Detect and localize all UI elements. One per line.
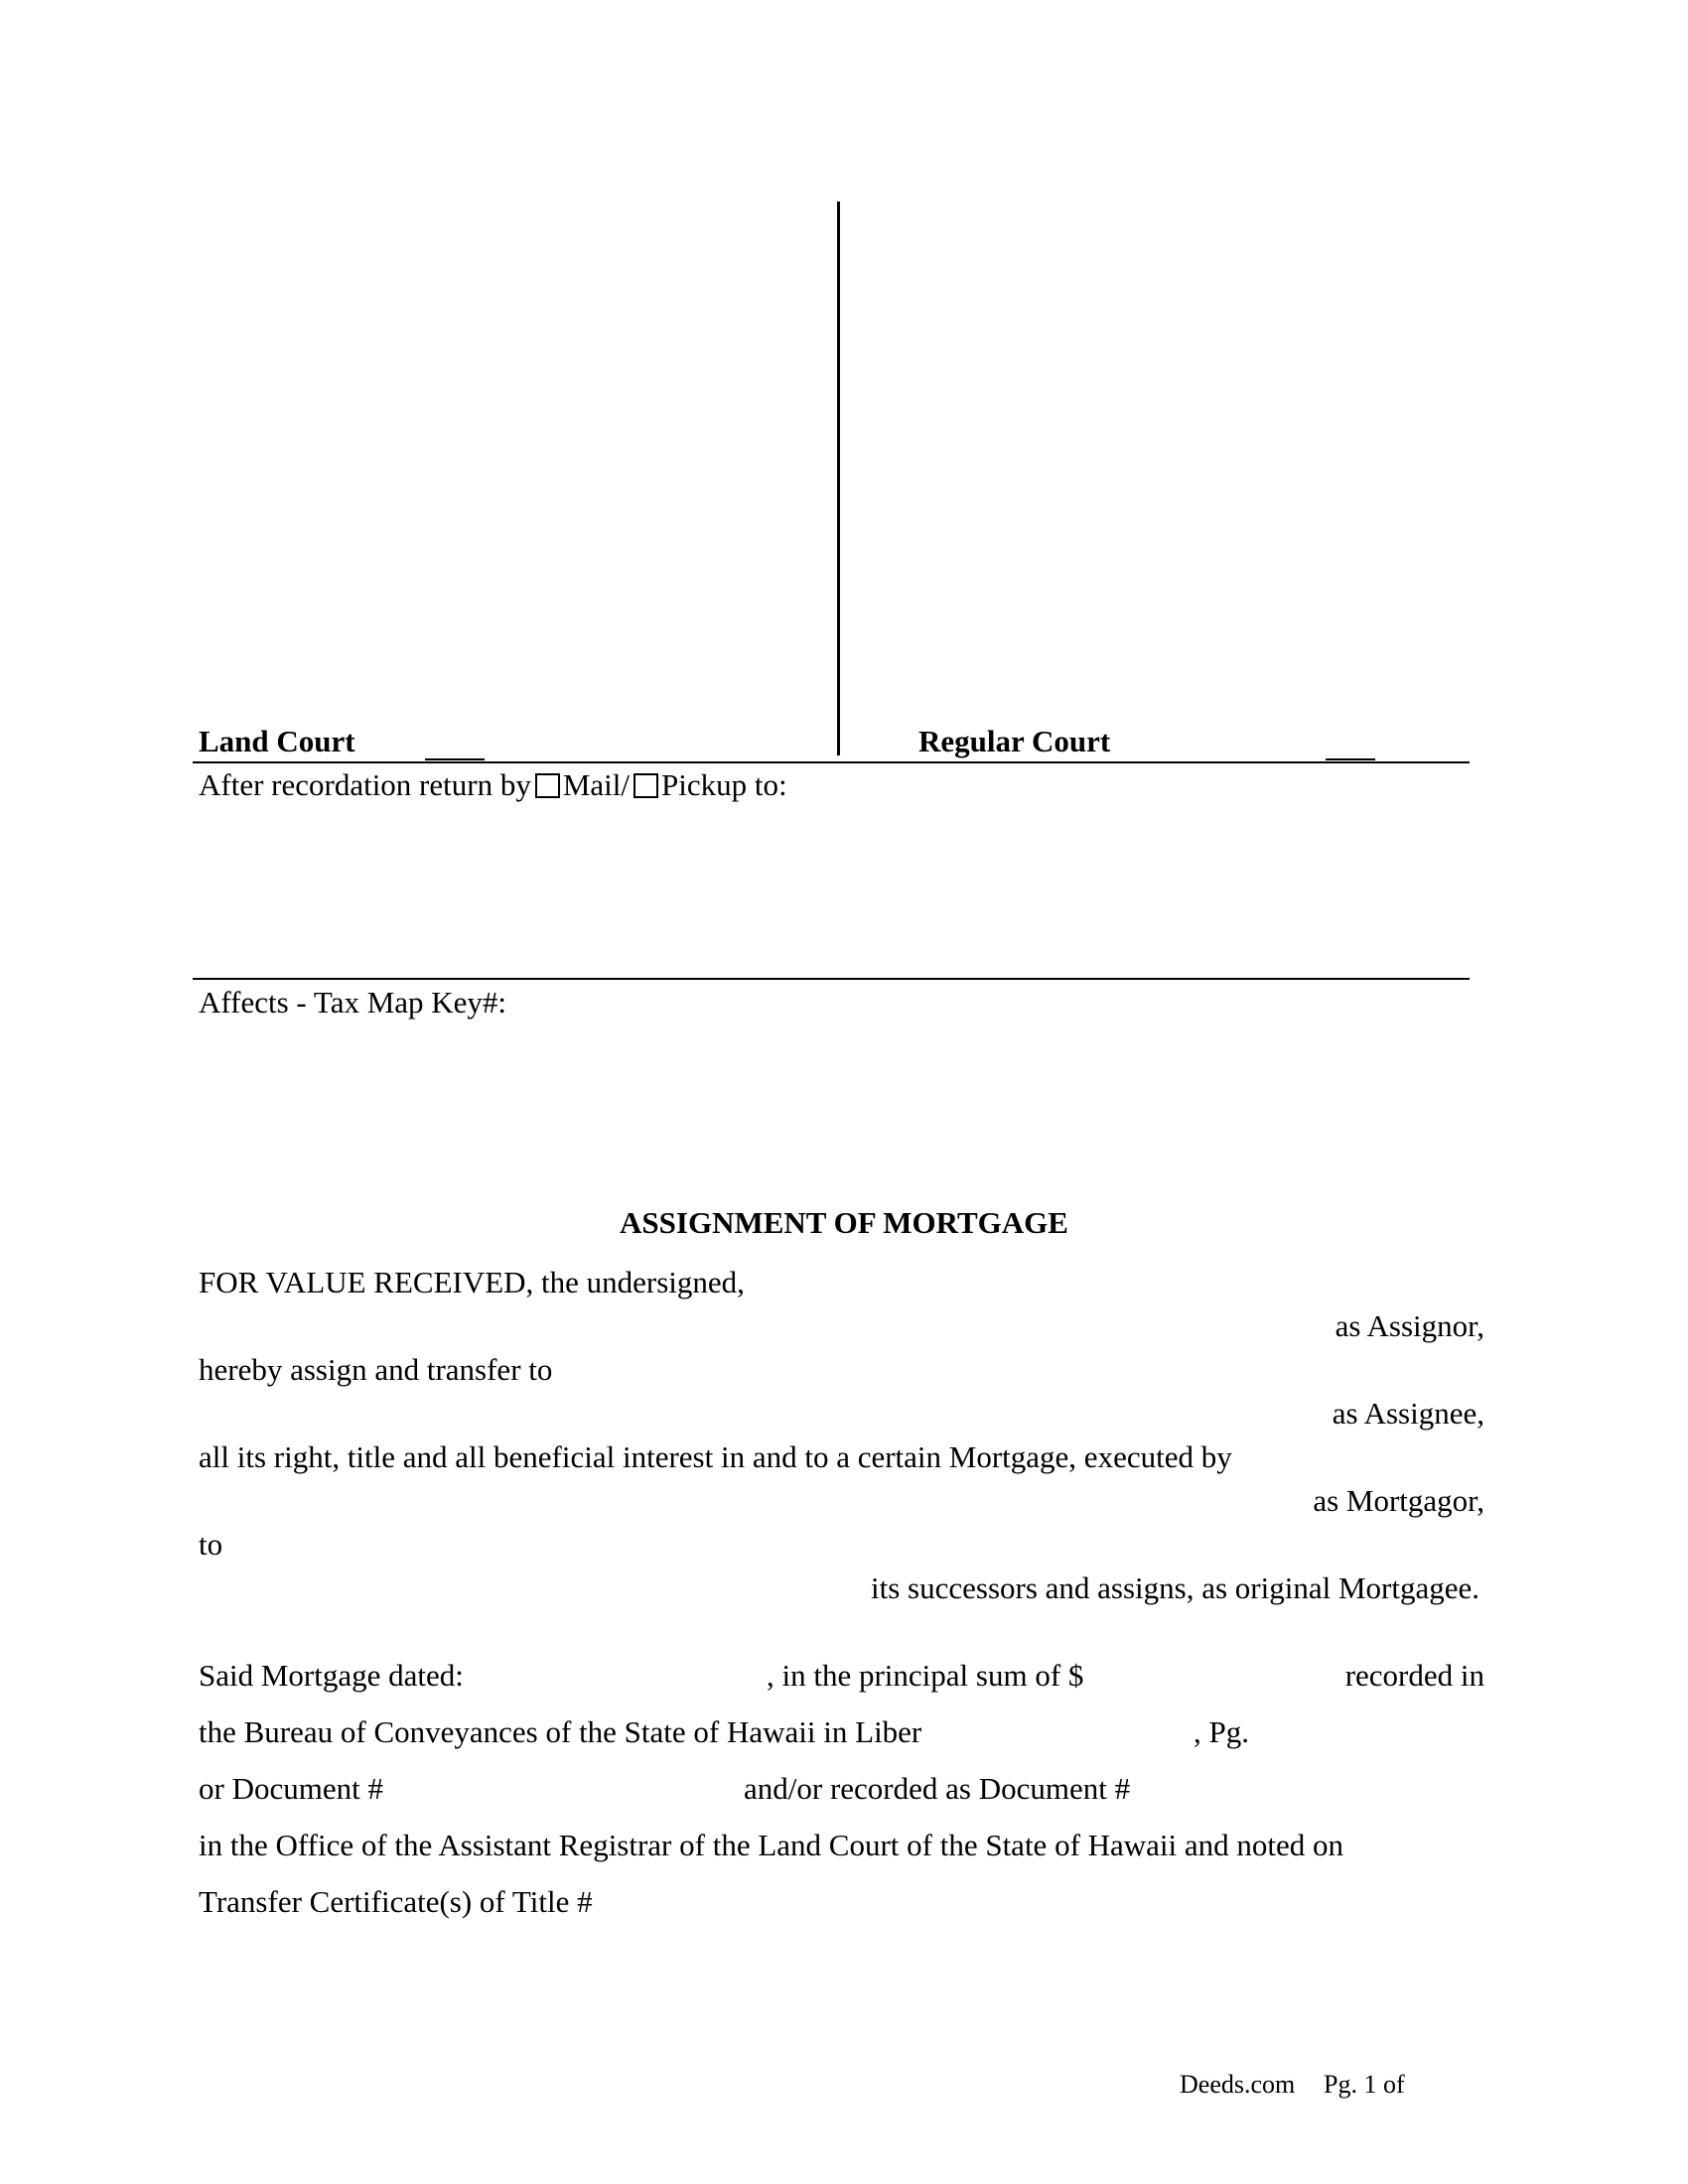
- pickup-checkbox[interactable]: [633, 773, 658, 798]
- as-assignee: as Assignee,: [1332, 1396, 1484, 1431]
- tct-label: Transfer Certificate(s) of Title #: [199, 1884, 593, 1919]
- regular-court-label: Regular Court: [918, 724, 1111, 758]
- footer-page: Pg. 1 of: [1324, 2070, 1405, 2099]
- tax-map-key-label: Affects - Tax Map Key#:: [199, 985, 507, 1020]
- land-court-label: Land Court: [199, 724, 355, 758]
- return-line: [199, 767, 787, 803]
- successors-assigns: its successors and assigns, as original Mortgagee.: [871, 1570, 1479, 1605]
- regular-court-blank: [1326, 758, 1375, 760]
- mortgage-dated-label: Said Mortgage dated:: [199, 1658, 464, 1693]
- mail-checkbox[interactable]: [535, 773, 560, 798]
- to-label: to: [199, 1527, 223, 1562]
- as-mortgagor: as Mortgagor,: [1313, 1483, 1484, 1518]
- as-assignor: as Assignor,: [1335, 1308, 1484, 1343]
- assign-transfer: hereby assign and transfer to: [199, 1352, 553, 1387]
- return-address-rule: [193, 978, 1470, 980]
- return-prefix: After recordation return by: [199, 767, 531, 802]
- land-court-blank: [425, 758, 485, 760]
- assistant-registrar-line: in the Office of the Assistant Registrar of the Land Court of the State of Hawaii and noted on: [199, 1828, 1344, 1862]
- for-value-received: FOR VALUE RECEIVED, the undersigned,: [199, 1265, 745, 1299]
- mail-label: Mail/: [562, 767, 630, 802]
- and-or-recorded-label: and/or recorded as Document #: [744, 1771, 1131, 1806]
- or-document-label: or Document #: [199, 1771, 383, 1806]
- pickup-label: Pickup to:: [661, 767, 787, 802]
- recorded-in-label: recorded in: [1344, 1658, 1484, 1693]
- footer-site: Deeds.com: [1180, 2070, 1296, 2099]
- header-rule: [193, 761, 1470, 763]
- pg-label: , Pg.: [1194, 1714, 1249, 1749]
- principal-sum-label: , in the principal sum of $: [767, 1658, 1084, 1693]
- document-title: ASSIGNMENT OF MORTGAGE: [620, 1205, 1068, 1240]
- bureau-liber-label: the Bureau of Conveyances of the State of Hawaii in Liber: [199, 1714, 922, 1749]
- beneficial-interest: all its right, title and all beneficial interest in and to a certain Mortgage, executed by: [199, 1439, 1232, 1474]
- recording-area-divider: [837, 202, 840, 755]
